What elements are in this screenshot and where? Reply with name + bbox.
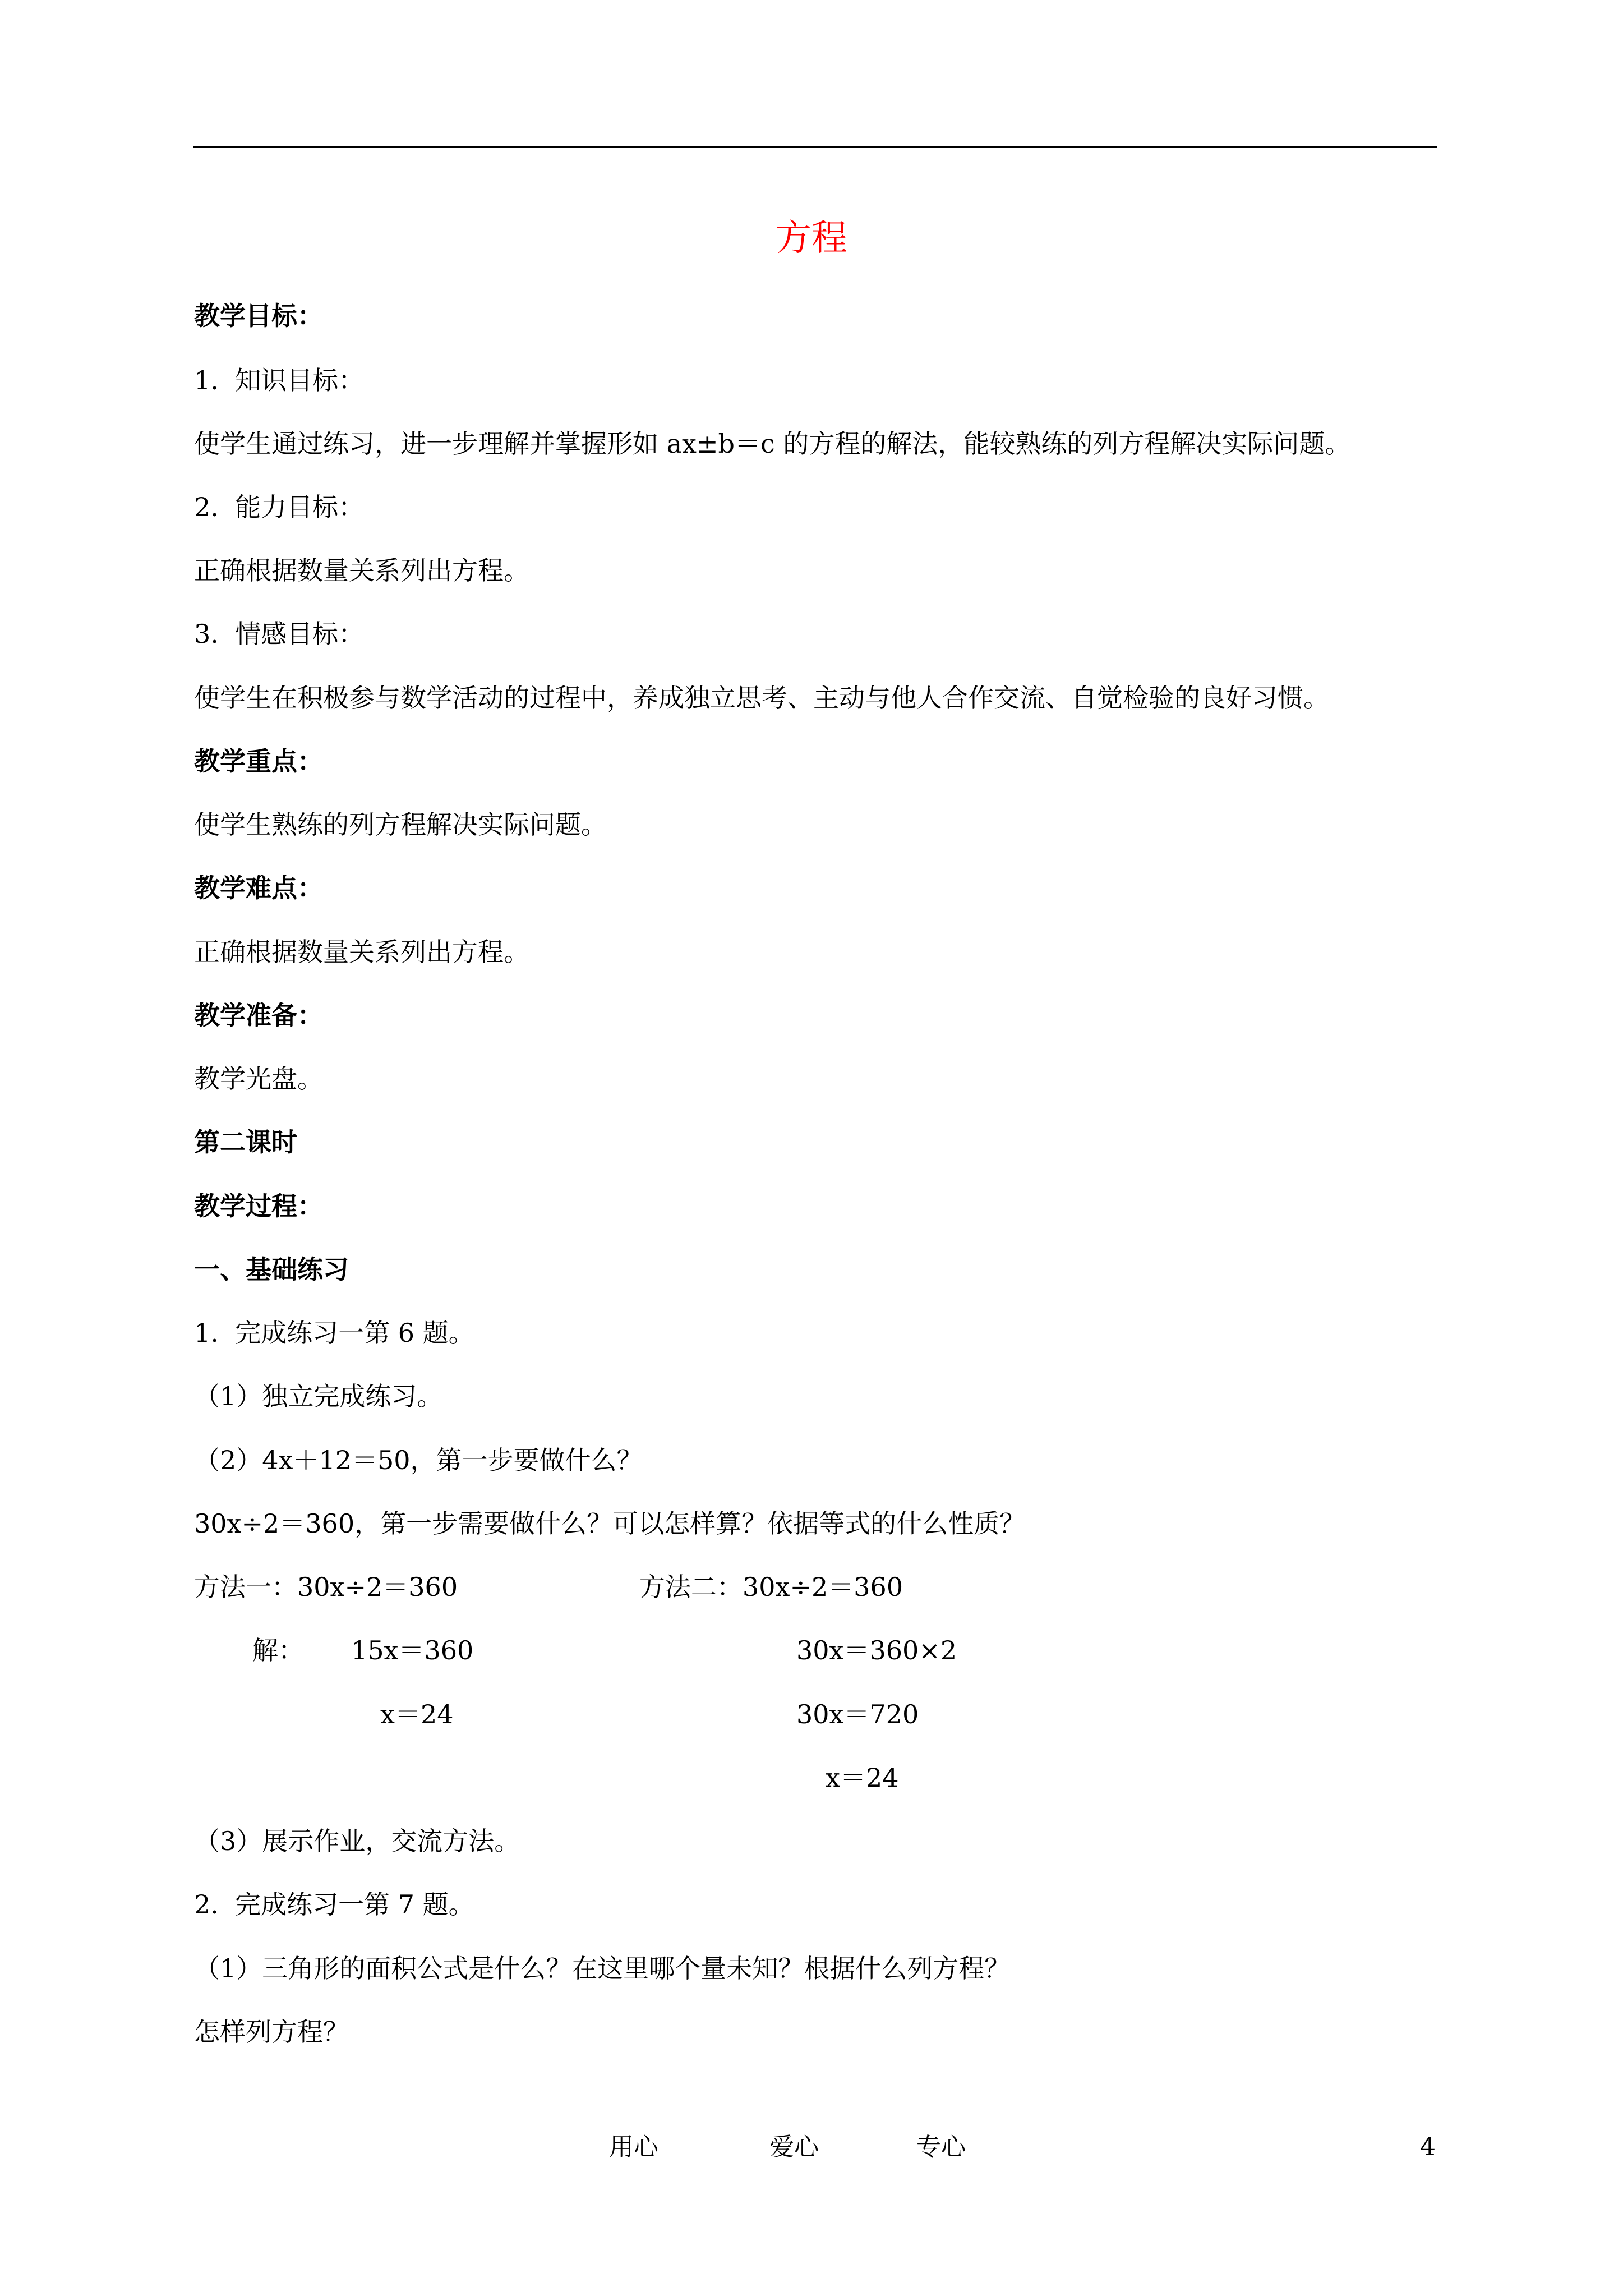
difficulties-text: 正确根据数量关系列出方程。 xyxy=(194,937,529,967)
goal-ability: 2. 能力目标： xyxy=(194,492,365,522)
method1-step1: 15x＝360 xyxy=(351,1635,474,1665)
exercise-1-step3: （3）展示作业，交流方法。 xyxy=(194,1826,520,1856)
exercise-2-question: 怎样列方程？ xyxy=(194,2017,349,2047)
exercise-1-question: 30x÷2＝360，第一步需要做什么？可以怎样算？依据等式的什么性质？ xyxy=(194,1508,1026,1539)
heading-lesson: 第二课时 xyxy=(194,1127,297,1157)
footer-word-1: 用心 xyxy=(609,2133,658,2161)
method2-step2: 30x＝720 xyxy=(796,1699,919,1729)
heading-preparation: 教学准备： xyxy=(194,1000,323,1030)
method2-header: 方法二：30x÷2＝360 xyxy=(639,1572,903,1602)
method1-step2: x＝24 xyxy=(380,1699,454,1729)
document-title: 方程 xyxy=(776,218,847,259)
heading-teaching-goals: 教学目标： xyxy=(194,301,323,331)
footer-word-3: 专心 xyxy=(916,2133,966,2161)
goal-emotion-text: 使学生在积极参与数学活动的过程中，养成独立思考、主动与他人合作交流、自觉检验的良好习惯。 xyxy=(194,683,1329,713)
goal-knowledge-text: 使学生通过练习，进一步理解并掌握形如 ax±b＝c 的方程的解法，能较熟练的列方程解决实际问题。 xyxy=(194,429,1351,459)
method2-step1: 30x＝360×2 xyxy=(796,1635,957,1665)
heading-difficulties: 教学难点： xyxy=(194,873,323,903)
method2-step3: x＝24 xyxy=(826,1763,899,1793)
exercise-1-step2: （2）4x＋12＝50，第一步要做什么？ xyxy=(194,1445,643,1475)
method1-jie: 解： xyxy=(252,1635,304,1665)
goal-knowledge: 1. 知识目标： xyxy=(194,365,365,395)
method1-header: 方法一：30x÷2＝360 xyxy=(194,1572,458,1602)
goal-emotion: 3. 情感目标： xyxy=(194,619,365,649)
key-points-text: 使学生熟练的列方程解决实际问题。 xyxy=(194,809,607,840)
heading-key-points: 教学重点： xyxy=(194,746,323,776)
exercise-2-step1: （1）三角形的面积公式是什么？在这里哪个量未知？根据什么列方程？ xyxy=(194,1953,1011,1984)
exercise-1-step1: （1）独立完成练习。 xyxy=(194,1381,443,1411)
exercise-2: 2. 完成练习一第 7 题。 xyxy=(194,1889,474,1920)
footer-word-2: 爱心 xyxy=(769,2133,819,2161)
header-rule xyxy=(193,146,1437,148)
page-number: 4 xyxy=(1420,2133,1436,2161)
heading-basic-practice: 一、基础练习 xyxy=(194,1254,349,1285)
goal-ability-text: 正确根据数量关系列出方程。 xyxy=(194,555,529,586)
heading-process: 教学过程： xyxy=(194,1191,323,1221)
exercise-1: 1. 完成练习一第 6 题。 xyxy=(194,1318,474,1348)
preparation-text: 教学光盘。 xyxy=(194,1064,323,1094)
